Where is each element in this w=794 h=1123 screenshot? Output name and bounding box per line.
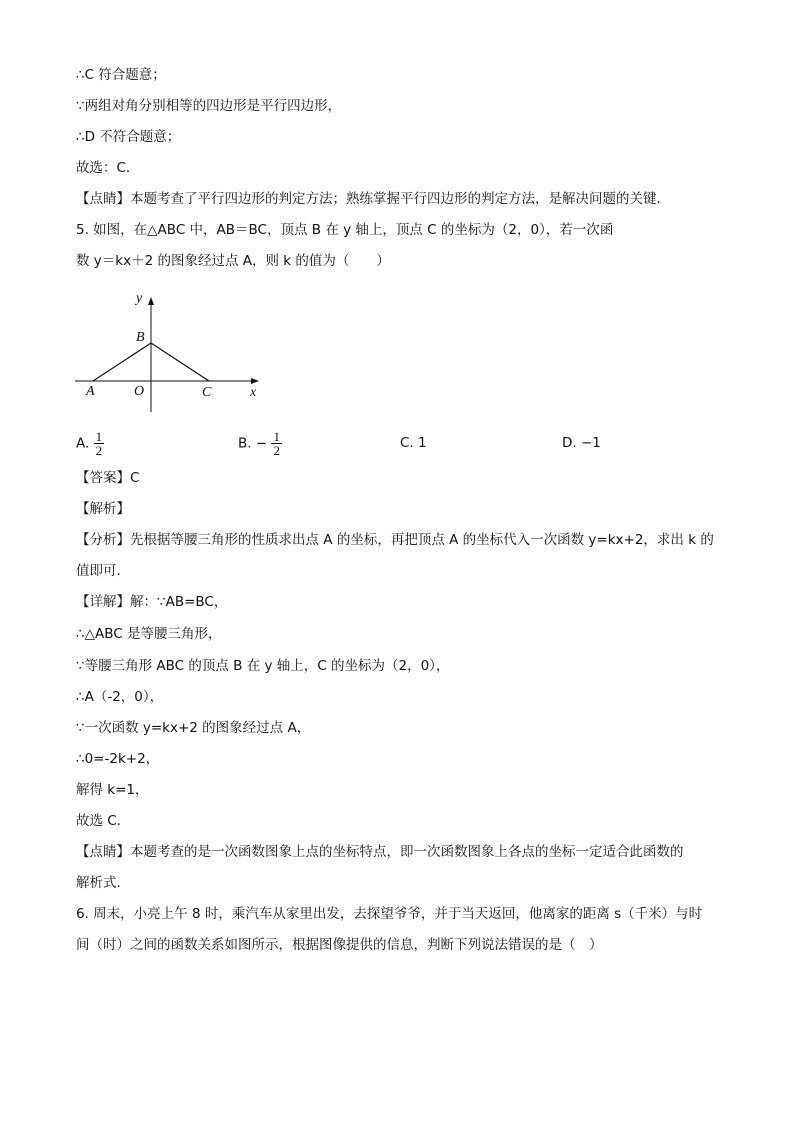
option-b-label: B. − [238, 435, 268, 452]
triangle-coordinate-figure [70, 288, 270, 413]
question-5-line-1: 5. 如图，在△ABC 中，AB＝BC，顶点 B 在 y 轴上，顶点 C 的坐标为（2，0），若一次函 [76, 222, 614, 238]
detail-line: ∵等腰三角形 ABC 的顶点 B 在 y 轴上，C 的坐标为（2，0）， [76, 658, 450, 674]
remark-line-1: 【点睛】本题考查的是一次函数图象上点的坐标特点，即一次函数图象上各点的坐标一定适合此函数的 [76, 844, 684, 860]
label-o: O [134, 384, 145, 399]
detail-line: 故选 C． [76, 813, 131, 829]
question-5-line-2: 数 y＝kx＋2 的图象经过点 A，则 k 的值为（ ） [76, 253, 390, 269]
option-a [76, 430, 104, 457]
text-line: 故选：C． [76, 160, 140, 176]
fraction-denominator: 2 [95, 443, 103, 458]
side-ab [93, 343, 151, 381]
y-axis-arrow [148, 297, 154, 305]
analysis-heading: 【解析】 [76, 501, 130, 517]
option-b [238, 430, 282, 457]
answer-line: 【答案】C [76, 470, 140, 486]
option-c: C. 1 [400, 435, 427, 451]
detail-line: 解得 k=1， [76, 782, 149, 798]
text-line: ∴C 符合题意； [76, 67, 166, 83]
option-a-label: A. [76, 435, 90, 452]
label-y: y [136, 291, 143, 306]
detail-line: ∵一次函数 y=kx+2 的图象经过点 A， [76, 720, 311, 736]
analysis-line-1: 【分析】先根据等腰三角形的性质求出点 A 的坐标，再把顶点 A 的坐标代入一次函数 y=kx+2，求出 k 的 [76, 532, 714, 548]
detail-line: ∴0=-2k+2， [76, 751, 160, 767]
analysis-line-2: 值即可． [76, 563, 130, 579]
fraction [271, 430, 282, 457]
label-b: B [136, 330, 145, 345]
detail-line: ∴A（-2，0）， [76, 689, 164, 705]
option-d: D. −1 [562, 435, 601, 451]
remark-line-2: 解析式． [76, 875, 130, 891]
label-a: A [86, 384, 95, 399]
label-c: C [202, 385, 212, 400]
label-x: x [250, 385, 257, 400]
x-axis-arrow [251, 378, 259, 384]
detail-line: ∴△ABC 是等腰三角形， [76, 626, 222, 642]
text-line: 【点睛】本题考查了平行四边形的判定方法；熟练掌握平行四边形的判定方法，是解决问题的关键． [76, 191, 670, 207]
fraction-numerator: 1 [95, 429, 103, 444]
side-bc [151, 343, 209, 381]
text-line: ∴D 不符合题意； [76, 129, 181, 145]
text-line: ∵两组对角分别相等的四边形是平行四边形， [76, 98, 342, 114]
fraction-numerator: 1 [273, 429, 280, 444]
question-6-line-2: 间（时）之间的函数关系如图所示，根据图像提供的信息，判断下列说法错误的是（ ） [76, 937, 603, 953]
fraction-denominator: 2 [273, 443, 280, 458]
detail-line: 【详解】解：∵AB=BC， [76, 594, 228, 610]
fraction [94, 430, 105, 457]
question-6-line-1: 6. 周末，小亮上午 8 时，乘汽车从家里出发，去探望爷爷，并于当天返回，他离家的距离 s（千米）与时 [76, 906, 703, 922]
